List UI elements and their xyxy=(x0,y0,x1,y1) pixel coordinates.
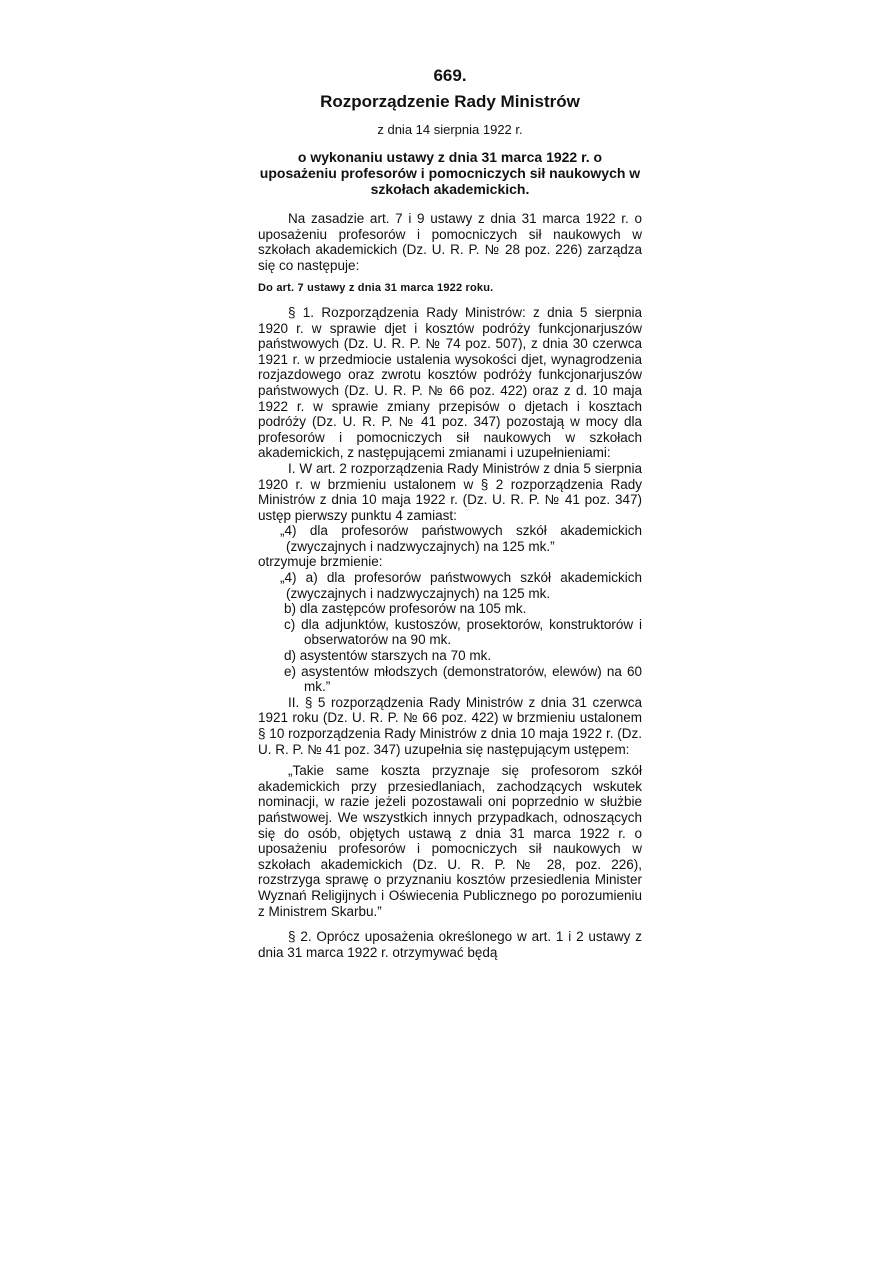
section-heading: Do art. 7 ustawy z dnia 31 marca 1922 roku. xyxy=(258,282,494,295)
paragraph-1: § 1. Rozporządzenia Rady Ministrów: z dnia 5 sierpnia 1920 r. w sprawie djet i kosztów podróży funkcjonarjuszów państwowych (Dz. U. R. P. № 74 poz. 507), z dnia 30 czerwca 1921 r. w przedmiocie ustalenia wysokości djet, wynagrodzenia rozjazdowego oraz zwrotu kosztów podróży funkcjonarjuszów państwowych (Dz. U. R. P. № 66 poz. 422) oraz z d. 10 maja 1922 r. w sprawie zmiany przepisów o djetach i kosztach podróży (Dz. U. R. P. № 41 poz. 347) pozostają w mocy dla profesorów i pomocniczych sił naukowych w szkołach akademickich, z następującemi zmianami i uzupełnieniami: xyxy=(258,304,642,461)
paragraph-2: § 2. Oprócz uposażenia określonego w art. 1 i 2 ustawy z dnia 31 marca 1922 r. otrzymywać będą xyxy=(258,929,642,960)
act-number: 669. xyxy=(433,66,467,85)
old-text: „4) dla profesorów państwowych szkół akademickich (zwyczajnych i nadzwyczajnych) na 125 mk.” xyxy=(280,523,642,554)
act-title: Rozporządzenie Rady Ministrów xyxy=(320,92,580,111)
point-2: II. § 5 rozporządzenia Rady Ministrów z dnia 31 czerwca 1921 roku (Dz. U. R. P. № 66 poz. 422) w brzmieniu ustalonem § 10 rozporządzenia Rady Ministrów z dnia 10 maja 1922 r. (Dz. U. R. P. № 41 poz. 347) uzupełnia się następującym ustępem: xyxy=(258,694,642,757)
point-1: I. W art. 2 rozporządzenia Rady Ministrów z dnia 5 sierpnia 1920 r. w brzmieniu ustalonem w § 2 rozporządzenia Rady Ministrów z dnia 10 maja 1922 r. (Dz. U. R. P. № 41 poz. 347) ustęp pierwszy punktu 4 zamiast: xyxy=(258,460,642,523)
document-page xyxy=(258,62,642,960)
receives-label: otrzymuje brzmienie: xyxy=(258,554,383,570)
new-text-a: „4) a) dla profesorów państwowych szkół akademickich (zwyczajnych i nadzwyczajnych) na 125 mk. xyxy=(280,570,642,601)
preamble: Na zasadzie art. 7 i 9 ustawy z dnia 31 marca 1922 r. o uposażeniu profesorów i pomocniczych sił naukowych w szkołach akademickich (Dz. U. R. P. № 28 poz. 226) zarządza się co następuje: xyxy=(258,211,642,273)
quoted-paragraph: „Takie same koszta przyznaje się profesorom szkół akademickich przy przesiedlaniach, zachodzących wskutek nominacji, w razie jeżeli pozostawali oni poprzednio w służbie państwowej. We wszystkich innych przypadkach, odnoszących się do osób, objętych ustawą z dnia 31 marca 1922 r. o uposażeniu profesorów i pomocniczych sił naukowych w szkołach akademickich (Dz. U. R. P. № 28, poz. 226), rozstrzyga sprawę o przyznaniu kosztów przesiedlenia Minister Wyznań Religijnych i Oświecenia Publicznego po porozumieniu z Ministrem Skarbu.” xyxy=(258,763,642,919)
act-subject: o wykonaniu ustawy z dnia 31 marca 1922 r. o uposażeniu profesorów i pomocniczych sił naukowych w szkołach akademickich. xyxy=(259,149,641,197)
new-text-b: b) dla zastępców profesorów na 105 mk. xyxy=(284,601,527,617)
new-text-e: e) asystentów młodszych (demonstratorów, elewów) na 60 mk.” xyxy=(284,663,642,695)
act-date: z dnia 14 sierpnia 1922 r. xyxy=(377,122,523,137)
new-text-d: d) asystentów starszych na 70 mk. xyxy=(284,648,492,664)
new-text-c: c) dla adjunktów, kustoszów, prosektorów, konstruktorów i obserwatorów na 90 mk. xyxy=(284,616,642,648)
